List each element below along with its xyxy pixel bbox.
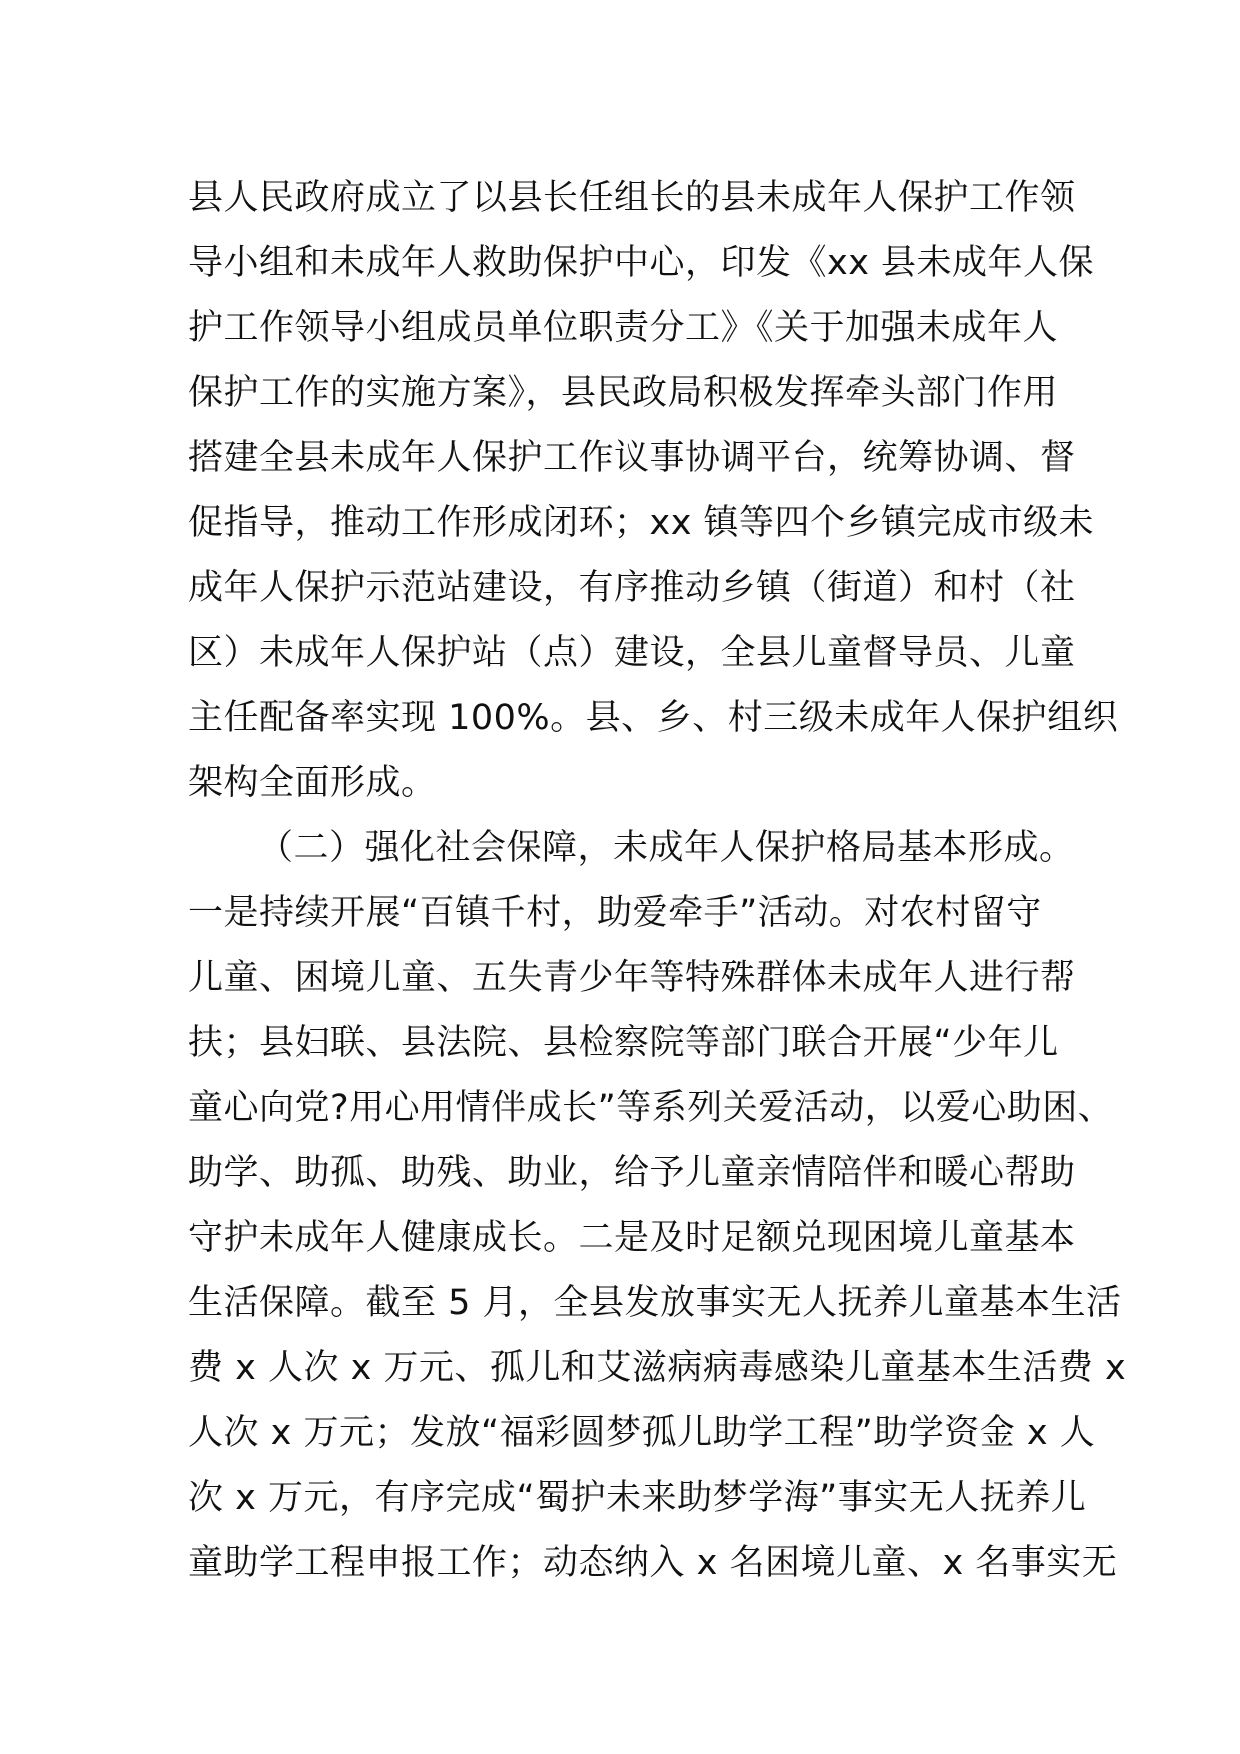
text-line: 守护未成年人健康成长。二是及时足额兑现困境儿童基本 bbox=[188, 1218, 1076, 1258]
text-line: 成年人保护示范站建设，有序推动乡镇（街道）和村（社 bbox=[188, 568, 1076, 608]
text-line: 县人民政府成立了以县长任组长的县未成年人保护工作领 bbox=[188, 178, 1076, 218]
text-line: 护工作领导小组成员单位职责分工》《关于加强未成年人 bbox=[188, 308, 1059, 348]
text-line: 次 x 万元，有序完成“蜀护未来助梦学海”事实无人抚养儿 bbox=[188, 1478, 1087, 1518]
text-line: 扶；县妇联、县法院、县检察院等部门联合开展“少年儿 bbox=[188, 1023, 1059, 1063]
text-line: 生活保障。截至 5 月，全县发放事实无人抚养儿童基本生活 bbox=[188, 1283, 1122, 1323]
text-line: 搭建全县未成年人保护工作议事协调平台，统筹协调、督 bbox=[188, 438, 1076, 478]
document-body bbox=[188, 166, 1127, 1596]
text-line: 保护工作的实施方案》，县民政局积极发挥牵头部门作用 bbox=[188, 373, 1059, 413]
text-line: 导小组和未成年人救助保护中心，印发《xx 县未成年人保 bbox=[188, 243, 1095, 283]
text-line: 助学、助孤、助残、助业，给予儿童亲情陪伴和暖心帮助 bbox=[188, 1153, 1076, 1193]
text-line: 儿童、困境儿童、五失青少年等特殊群体未成年人进行帮 bbox=[188, 958, 1076, 998]
text-line: 促指导，推动工作形成闭环；xx 镇等四个乡镇完成市级未 bbox=[188, 503, 1095, 543]
text-line: 童助学工程申报工作；动态纳入 x 名困境儿童、x 名事实无 bbox=[188, 1543, 1118, 1583]
text-line: 区）未成年人保护站（点）建设，全县儿童督导员、儿童 bbox=[188, 633, 1076, 673]
text-line: 人次 x 万元；发放“福彩圆梦孤儿助学工程”助学资金 x 人 bbox=[188, 1413, 1096, 1453]
text-line: 童心向党?用心用情伴成长”等系列关爱活动，以爱心助困、 bbox=[188, 1088, 1114, 1128]
text-line: 主任配备率实现 100%。县、乡、村三级未成年人保护组织 bbox=[188, 698, 1119, 738]
text-line: 费 x 人次 x 万元、孤儿和艾滋病病毒感染儿童基本生活费 x bbox=[188, 1348, 1127, 1388]
text-line: 架构全面形成。 bbox=[188, 763, 437, 803]
text-line: 一是持续开展“百镇千村，助爱牵手”活动。对农村留守 bbox=[188, 893, 1042, 933]
section-heading: （二）强化社会保障，未成年人保护格局基本形成。 bbox=[258, 828, 1075, 868]
